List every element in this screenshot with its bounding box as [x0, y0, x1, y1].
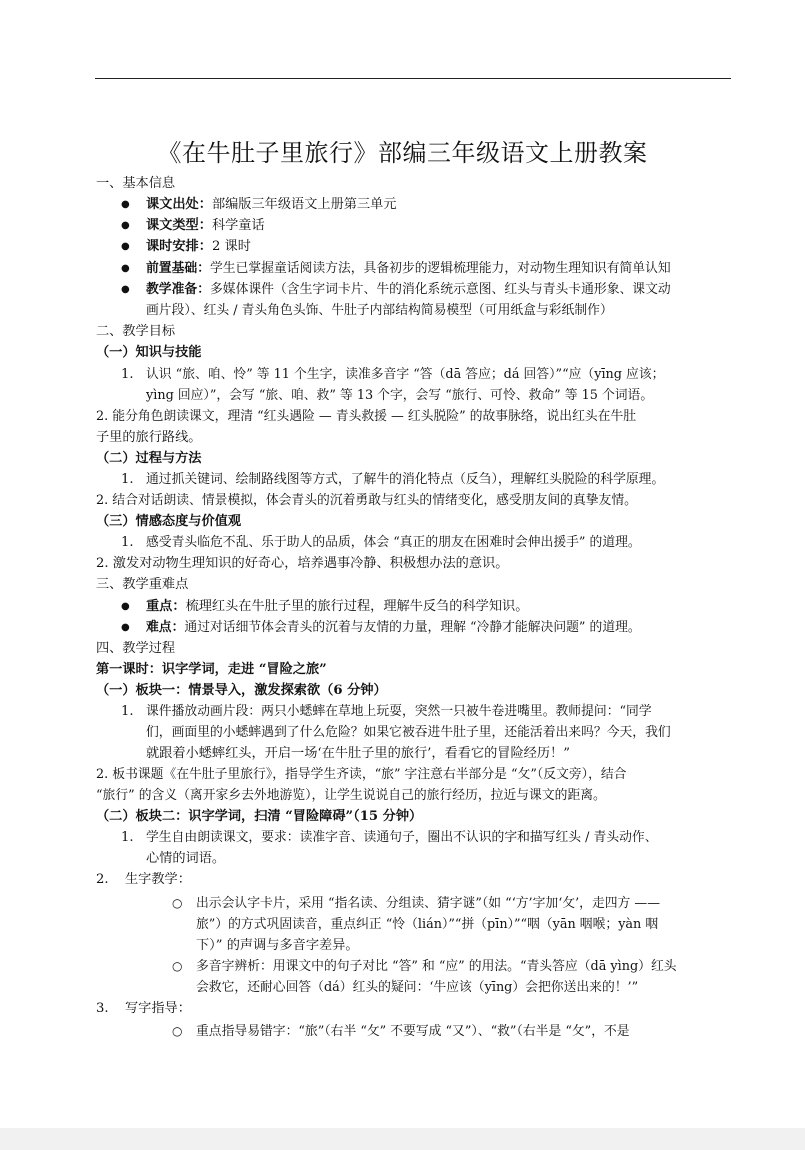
list-item — [146, 236, 251, 257]
paragraph-line: 子里的旅行路线。 — [96, 430, 202, 445]
item-text: 科学童话 — [211, 218, 265, 233]
paragraph-line: 课件播放动画片段：两只小蟋蟀在草地上玩耍，突然一只被牛卷进嘴里。教师提问：“同学 — [146, 704, 652, 719]
subsection-heading: （三）情感态度与价值观 — [96, 514, 242, 529]
paragraph-line: 重点指导易错字：“旅”（右半 “攵” 不要写成 “又”）、“救”（右半是 “攵”，不是 — [196, 1024, 630, 1039]
item-text: 部编版三年级语文上册第三单元 — [211, 197, 397, 212]
paragraph-line: 2. 结合对话朗读、情景模拟，体会青头的沉着勇敢与红头的情绪变化，感受朋友间的真挚友情。 — [96, 493, 637, 508]
paragraph-line: 出示会认字卡片，采用 “指名读、分组读、猜字谜”（如 “‘方’字加‘攵’，走四方 —— — [196, 896, 660, 911]
paragraph-line: 2. 板书课题《在牛肚子里旅行》，指导学生齐读，“旅” 字注意右半部分是 “攵”（反文旁），结合 — [96, 767, 627, 782]
section-heading: 二、教学目标 — [96, 324, 176, 339]
circle-bullet-icon: ○ — [172, 959, 183, 973]
paragraph-line: 感受青头临危不乱、乐于助人的品质，体会 “真正的朋友在困难时会伸出援手” 的道理。 — [146, 535, 641, 550]
item-label: 课文类型： — [146, 218, 212, 233]
list-item — [146, 258, 671, 279]
list-item — [146, 617, 641, 638]
header-rule — [95, 78, 731, 79]
circle-bullet-icon: ○ — [172, 896, 183, 910]
list-item — [146, 194, 397, 215]
list-number: 1. — [121, 472, 134, 487]
paragraph-line: 通过抓关键词、绘制路线图等方式，了解牛的消化特点（反刍），理解红头脱险的科学原理。 — [146, 472, 665, 487]
page-bottom-margin — [0, 1128, 805, 1150]
list-number: 1. — [121, 535, 134, 550]
paragraph-line: 旅”）的方式巩固读音，重点纠正 “怜（lián）”“拼（pīn）”“咽（yān 咽喉；yàn 咽 — [196, 917, 659, 932]
list-number: 2. — [96, 872, 109, 887]
bullet-icon: ● — [121, 622, 130, 633]
section-heading: 四、教学过程 — [96, 641, 176, 656]
item-text: 学生已掌握童话阅读方法，具备初步的逻辑梳理能力，对动物生理知识有简单认知 — [209, 261, 671, 276]
section-heading: 三、教学重难点 — [96, 577, 189, 592]
list-number: 1. — [121, 830, 134, 845]
item-text: 2 课时 — [211, 239, 251, 254]
paragraph-line: 多音字辨析：用课文中的句子对比 “答” 和 “应” 的用法。“青头答应（dā yìng）红头 — [196, 959, 677, 974]
item-label: 课时安排： — [146, 239, 212, 254]
bullet-icon: ● — [121, 199, 130, 210]
list-item — [146, 596, 528, 617]
section-heading: 一、基本信息 — [96, 176, 176, 191]
list-item — [146, 279, 671, 300]
paragraph-line: 下）” 的声调与多音字差异。 — [196, 938, 359, 953]
paragraph-line: 就跟着小蟋蟀红头，开启一场‘在牛肚子里的旅行’，看看它的冒险经历！” — [146, 746, 570, 761]
list-number: 1. — [121, 367, 134, 382]
paragraph-line: 2. 能分角色朗读课文，理清 “红头遇险 — 青头救援 — 红头脱险” 的故事脉络，说出红头在牛肚 — [96, 409, 637, 424]
paragraph-line: 写字指导： — [125, 1001, 191, 1016]
subsection-heading: （一）知识与技能 — [96, 345, 202, 360]
bullet-icon: ● — [121, 241, 130, 252]
paragraph-line: 生字教学： — [125, 872, 191, 887]
item-label: 教学准备： — [146, 282, 210, 297]
paragraph-line: 学生自由朗读课文，要求：读准字音、读通句子，圈出不认识的字和描写红头 / 青头动作、 — [146, 830, 658, 845]
bullet-icon: ● — [121, 220, 130, 231]
item-label: 重点： — [146, 599, 186, 614]
paragraph-line: 们，画面里的小蟋蟀遇到了什么危险？如果它被吞进牛肚子里，还能活着出来吗？今天，我们 — [146, 725, 671, 740]
item-label: 难点： — [146, 620, 185, 635]
paragraph-line: “旅行” 的含义（离开家乡去外地游览），让学生说说自己的旅行经历，拉近与课文的距离。 — [96, 788, 606, 803]
item-label: 课文出处： — [146, 197, 212, 212]
bullet-icon: ● — [121, 263, 130, 274]
circle-bullet-icon: ○ — [172, 1024, 183, 1038]
list-item-continuation: 画片段）、红头 / 青头角色头饰、牛肚子内部结构简易模型（可用纸盒与彩纸制作） — [146, 303, 613, 318]
list-number: 3. — [96, 1001, 109, 1016]
item-text: 通过对话细节体会青头的沉着与友情的力量，理解 “冷静才能解决问题” 的道理。 — [184, 620, 641, 635]
block-heading: （一）板块一：情景导入，激发探索欲（6 分钟） — [96, 683, 387, 698]
paragraph-line: 心情的词语。 — [146, 851, 226, 866]
paragraph-line: 认识 “旅、咱、怜” 等 11 个生字，读准多音字 “答（dā 答应；dá 回答）”“应（yīng 应该； — [146, 367, 665, 382]
paragraph-line: yìng 回应）”，会写 “旅、咱、救” 等 13 个字，会写 “旅行、可怜、救命” 等 15 个词语。 — [146, 388, 654, 403]
block-heading: （二）板块二：识字学词，扫清 “冒险障碍”（15 分钟） — [96, 809, 423, 824]
item-label: 前置基础： — [146, 261, 210, 276]
list-number: 1. — [121, 704, 134, 719]
item-text: 多媒体课件（含生字词卡片、牛的消化系统示意图、红头与青头卡通形象、课文动 — [209, 282, 671, 297]
lesson-heading: 第一课时：识字学词，走进 “冒险之旅” — [96, 662, 327, 677]
item-text: 梳理红头在牛肚子里的旅行过程，理解牛反刍的科学知识。 — [185, 599, 529, 614]
list-item — [146, 215, 265, 236]
paragraph-line: 2. 激发对动物生理知识的好奇心，培养遇事冷静、积极想办法的意识。 — [96, 556, 509, 571]
bullet-icon: ● — [121, 601, 130, 612]
bullet-icon: ● — [121, 284, 130, 295]
subsection-heading: （二）过程与方法 — [96, 451, 202, 466]
page-title: 《在牛肚子里旅行》部编三年级语文上册教案 — [157, 139, 648, 167]
paragraph-line: 会救它，还耐心回答（dá）红头的疑问：‘牛应该（yīng）会把你送出来的！’” — [196, 980, 639, 995]
